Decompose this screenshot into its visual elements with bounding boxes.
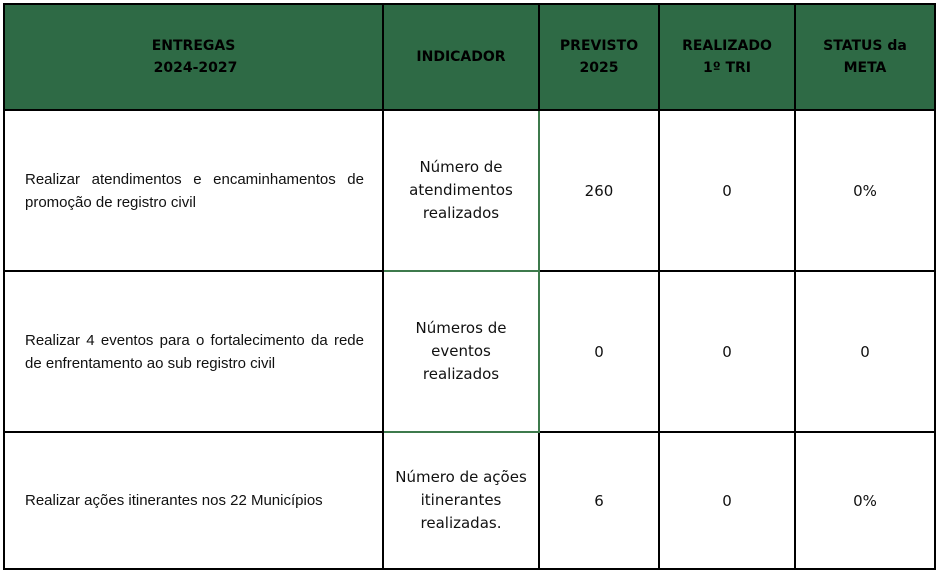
header-status (795, 4, 935, 110)
header-realizado-line1: REALIZADO (682, 38, 772, 54)
header-previsto (539, 4, 659, 110)
header-realizado (659, 4, 795, 110)
header-status-line1: STATUS da (823, 38, 907, 54)
previsto-cell: 6 (539, 432, 659, 569)
header-previsto-line1: PREVISTO (559, 38, 639, 54)
entrega-cell: Realizar atendimentos e encaminhamentos de promoção de registro civil (4, 110, 383, 271)
header-previsto-line2: 2025 (579, 60, 619, 76)
table-row (4, 110, 935, 271)
table-row (4, 271, 935, 432)
previsto-cell: 0 (539, 271, 659, 432)
previsto-cell: 260 (539, 110, 659, 271)
header-indicador-label: INDICADOR (416, 49, 506, 65)
realizado-cell: 0 (659, 110, 795, 271)
header-indicador (383, 4, 539, 110)
status-cell: 0 (795, 271, 935, 432)
entrega-cell: Realizar ações itinerantes nos 22 Municípios (4, 432, 383, 569)
header-realizado-line2: 1º TRI (702, 60, 752, 76)
header-entregas-line1: ENTREGAS (151, 38, 236, 54)
realizado-cell: 0 (659, 271, 795, 432)
status-cell: 0% (795, 432, 935, 569)
realizado-cell: 0 (659, 432, 795, 569)
table-row (4, 432, 935, 569)
header-row (4, 4, 935, 110)
indicador-cell: Números de eventos realizados (383, 271, 539, 432)
metas-table (3, 3, 936, 570)
header-entregas-line2: 2024-2027 (153, 60, 238, 76)
header-status-line2: META (843, 60, 887, 76)
entrega-cell: Realizar 4 eventos para o fortalecimento da rede de enfrentamento ao sub registro civil (4, 271, 383, 432)
indicador-cell: Número de atendimentos realizados (383, 110, 539, 271)
header-entregas (4, 4, 383, 110)
status-cell: 0% (795, 110, 935, 271)
indicador-cell: Número de ações itinerantes realizadas. (383, 432, 539, 569)
